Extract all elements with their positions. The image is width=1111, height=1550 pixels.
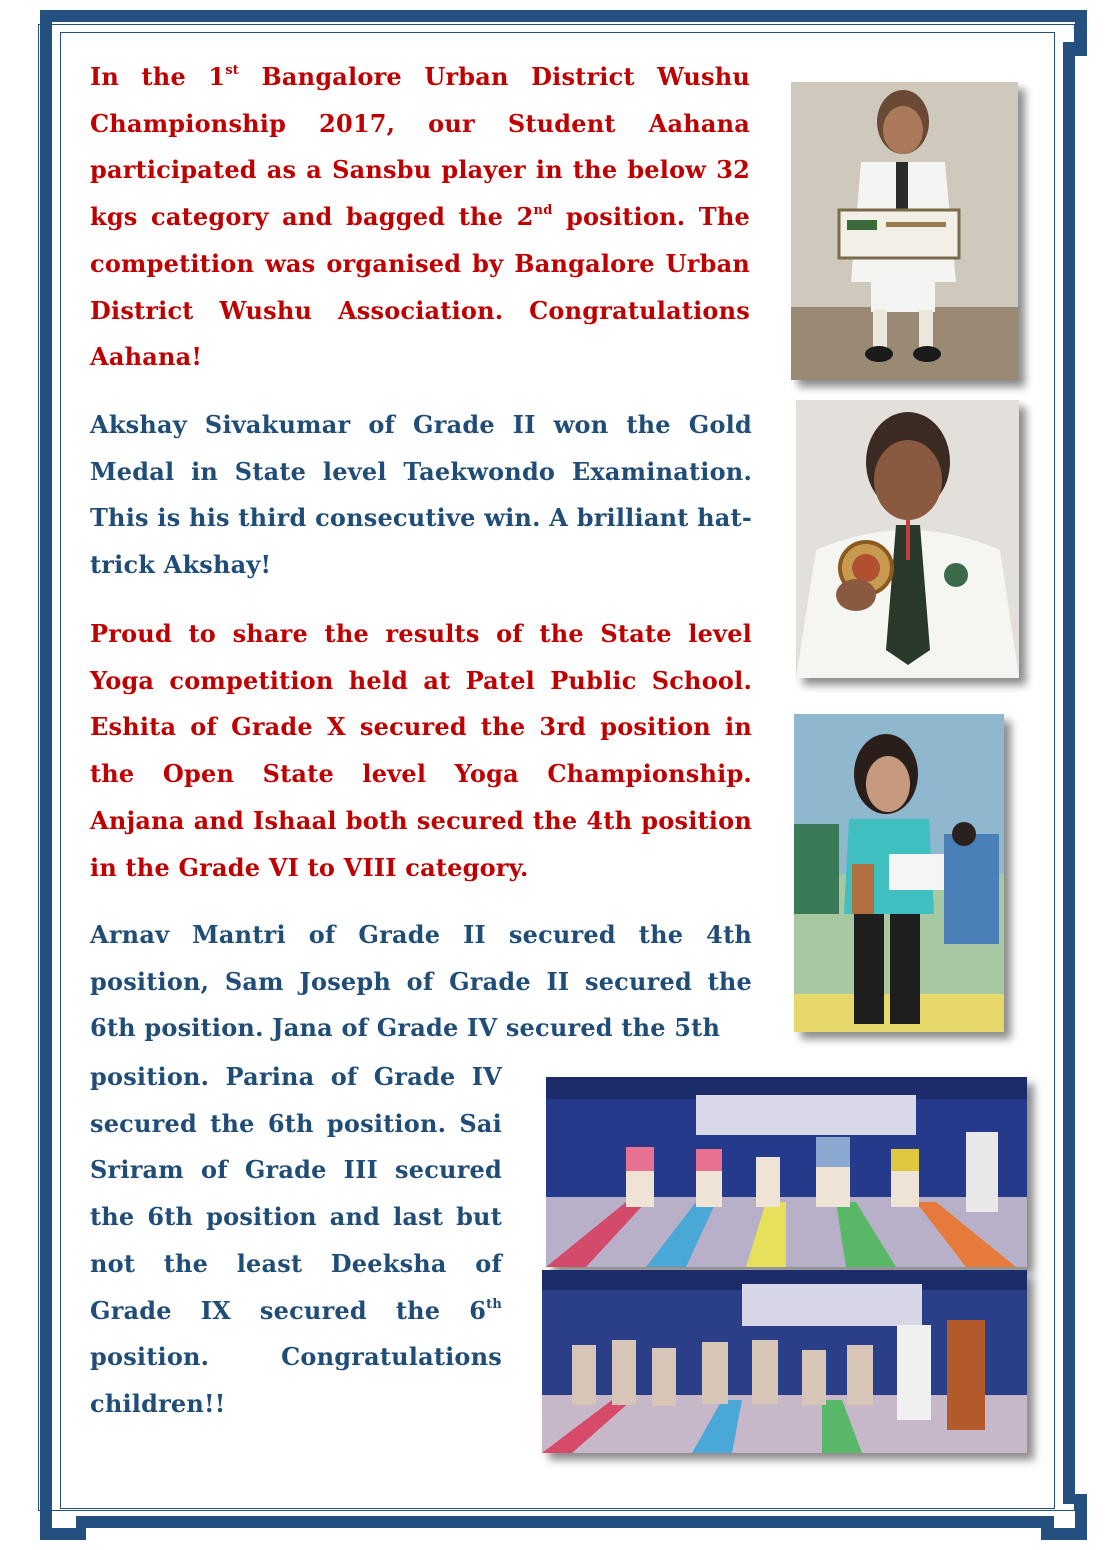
wushu-text-start: In the 1 [90, 62, 226, 91]
frame-corner-top-right [1041, 10, 1087, 56]
yoga-results-continued [90, 1054, 502, 1428]
ordinal-suffix: th [486, 1296, 502, 1312]
photo-aahana-certificate [791, 82, 1018, 380]
frame-top-bar [76, 10, 1054, 22]
ordinal-suffix: st [225, 63, 239, 78]
frame-corner-bottom-left [40, 1494, 86, 1540]
frame-bottom-bar [76, 1516, 1054, 1528]
wushu-paragraph [90, 54, 750, 381]
yoga-results-paragraph: Arnav Mantri of Grade II secured the 4th position, Sam Joseph of Grade II secured the 6th position. Jana of Grade IV secured the 5th [90, 920, 752, 1043]
wushu-text-middle: Bangalore Urban District Wushu Championship 2017, our Student Aahana participated as a Sansbu player in the below 32 kgs category and bagged the 2 [90, 62, 750, 232]
frame-corner-top-left [40, 10, 86, 56]
frame-corner-bottom-right [1041, 1494, 1087, 1540]
photo-yoga-winners-group-2 [542, 1270, 1027, 1453]
photo-yoga-winners-group-1 [546, 1077, 1027, 1267]
taekwondo-paragraph: Akshay Sivakumar of Grade II won the Gold Medal in State level Taekwondo Examination. This is his third consecutive win. A brilliant hat-trick Akshay! [90, 410, 752, 580]
yoga-paragraph: Proud to share the results of the State level Yoga competition held at Patel Public School. Eshita of Grade X secured the 3rd position in the Open State level Yoga Championship. Anjana and Ishaal both secured the 4th position in the Grade VI to VIII category. [90, 619, 752, 882]
results-text-end: position. Congratulations children!! [90, 1342, 502, 1418]
results-text-start: position. Parina of Grade IV secured the 6th position. Sai Sriram of Grade III secured the 6th position and last but not the least Deeksha of Grade IX secured the 6 [90, 1062, 502, 1325]
ordinal-suffix: nd [533, 203, 553, 219]
wushu-text-end: position. The competition was organised by Bangalore Urban District Wushu Association. Congratulations Aahana! [90, 202, 750, 372]
photo-akshay-medal [796, 400, 1019, 678]
photo-eshita-trophy [794, 714, 1004, 1032]
